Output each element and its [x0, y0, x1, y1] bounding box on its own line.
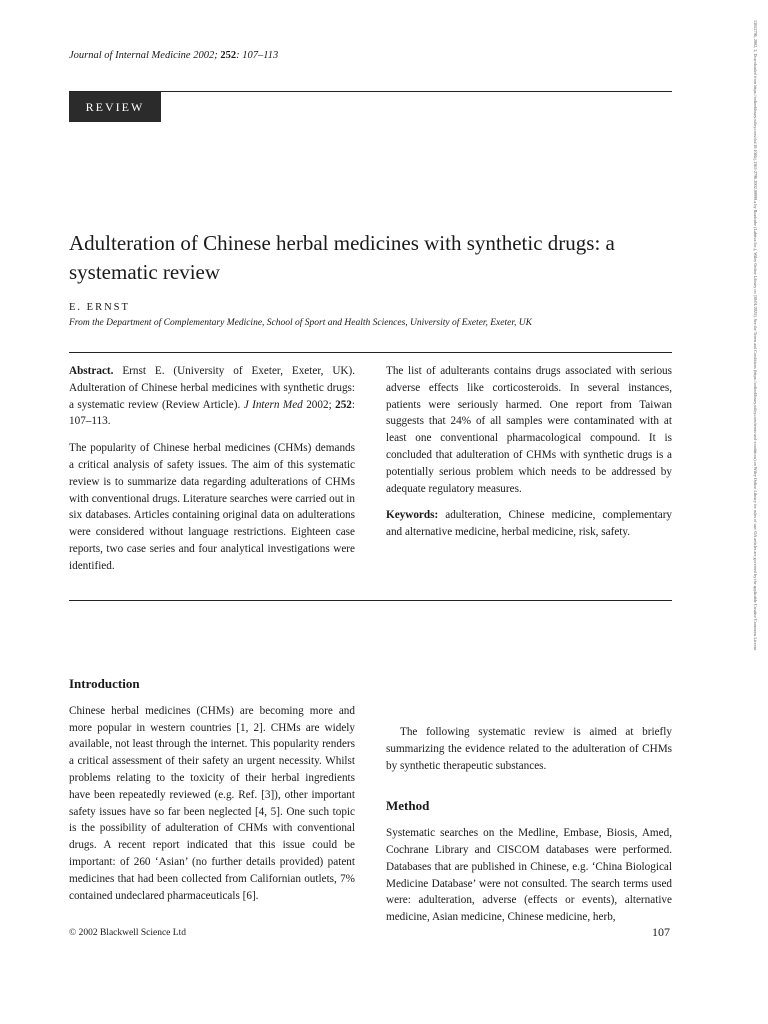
download-sidebar: [748, 20, 760, 1010]
abstract-citation-journal: J Intern Med: [243, 398, 303, 411]
method-heading: Method: [386, 798, 430, 814]
keywords: [386, 507, 672, 541]
article-affiliation: From the Department of Complementary Medicine, School of Sport and Health Sciences, University of Exeter, Exeter, UK: [69, 318, 532, 328]
body-right-column: [386, 672, 672, 936]
download-notice: 13652796, 2002, 2, Downloaded from https://onlinelibrary.wiley.com/doi/10.1046/j.1365-2796.2002.00999.x by Readcube (Labtiva Inc.), Wiley Online Library on [30/01/2025]. See the Terms and Conditions (https://onlinelibrary.wiley.com/terms-and-conditions) on Wiley Online Library for rules of use; OA articles are governed by the applicable Creative Commons License: [753, 20, 758, 651]
introduction-paragraph-2: The following systematic review is aimed at briefly summarizing the evidence related to the adulteration of CHMs by synthetic therapeutic substances.: [386, 726, 672, 772]
abstract-left-column: [69, 363, 355, 585]
journal-pages: : 107–113: [236, 50, 279, 61]
copyright: © 2002 Blackwell Science Ltd: [69, 928, 186, 938]
abstract-bottom-rule: [69, 600, 672, 601]
introduction-heading: Introduction: [69, 676, 140, 691]
article-title: Adulteration of Chinese herbal medicines with synthetic drugs: a systematic review: [69, 231, 615, 284]
abstract-citation-pages: : 107–113.: [69, 398, 355, 428]
journal-name: Journal of Internal Medicine: [69, 50, 191, 61]
abstract-paragraph-1: The popularity of Chinese herbal medicines (CHMs) demands a critical analysis of safety issues. The aim of this systematic review is to summarize data regarding adulterations of CHMs with conventional drugs. Literature searches were carried out in six databases. Articles containing original data on adulterations were considered without language restrictions. Eighteen case reports, two case series and four analytical investigations were identified.: [69, 442, 355, 572]
introduction-paragraph-1: Chinese herbal medicines (CHMs) are becoming more and more popular in western countries [1, 2]. CHMs are widely available, not least through the internet. This popularity renders a critical assessment of their safety an urgent necessity. Whilst problems relating to the toxicity of their herbal ingredients have been repeatedly reviewed (e.g. Ref. [3]), other important safety issues have so far been neglected [4, 5]. One such topic is the possibility of adulteration of CHMs with conventional drugs. A recent report indicated that this issue could be important: of 260 ‘Asian’ (no further details provided) patent medicines that had been collected from Californian outlets, 7% contained undeclared pharmaceuticals [6].: [69, 704, 355, 902]
section-bar: [69, 91, 672, 122]
body-left-column: [69, 676, 355, 904]
keywords-text: adulteration, Chinese medicine, complementary and alternative medicine, herbal medicine, risk, safety.: [386, 509, 673, 539]
method-paragraph-1: Systematic searches on the Medline, Embase, Biosis, Amed, Cochrane Library and CISCOM databases were performed. Databases that are published in Chinese, e.g. ‘China Biological Medicine Database’ were not consulted. The search terms used were: adulteration, adverse (effects or events), alternative medicine, Asian medicine, Chinese medicine, herb,: [386, 827, 672, 924]
abstract-top-rule: [69, 352, 672, 353]
abstract-citation: [69, 363, 355, 430]
abstract-citation-volume: 252: [335, 398, 352, 411]
journal-year: 2002;: [193, 50, 218, 61]
journal-volume: 252: [220, 50, 237, 61]
keywords-label: Keywords:: [386, 509, 439, 522]
abstract-paragraph-2: The list of adulterants contains drugs associated with serious adverse effects like corticosteroids. In several instances, patients were seriously harmed. One report from Taiwan suggests that 24% of all samples were contaminated with at least one conventional pharmacological compound. It is concluded that adulteration of CHMs with synthetic drugs is a potentially serious problem which needs to be addressed by adequate regulatory measures.: [386, 365, 672, 495]
abstract-right-column: [386, 363, 672, 551]
abstract-citation-year: 2002;: [306, 398, 332, 411]
abstract-label: Abstract.: [69, 365, 114, 377]
section-tag: REVIEW: [69, 92, 161, 122]
page-number: 107: [652, 925, 670, 939]
article-author: E. ERNST: [69, 302, 130, 313]
journal-citation: [69, 50, 278, 61]
abstract-citation-text: Ernst E. (University of Exeter, Exeter, UK). Adulteration of Chinese herbal medicines with synthetic drugs: a systematic review (Review Article).: [69, 365, 355, 411]
